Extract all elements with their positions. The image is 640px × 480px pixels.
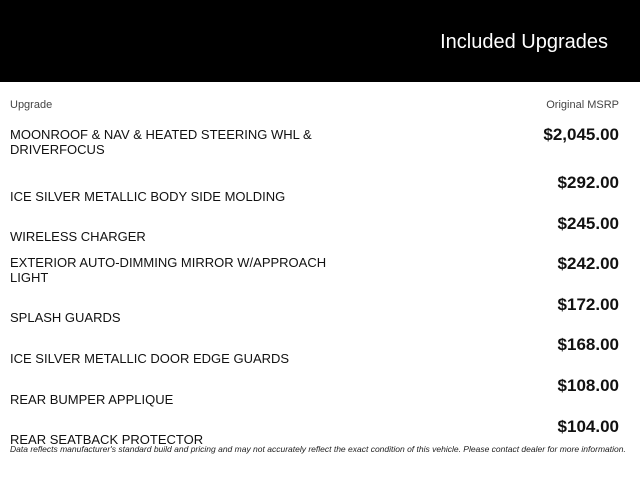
upgrade-price: $2,045.00 xyxy=(543,125,619,144)
upgrade-price: $168.00 xyxy=(557,335,619,355)
upgrade-name: ICE SILVER METALLIC DOOR EDGE GUARDS xyxy=(10,350,290,366)
upgrade-name: WIRELESS CHARGER xyxy=(10,229,146,245)
upgrade-column-header: Upgrade xyxy=(10,99,53,111)
upgrades-list xyxy=(0,119,640,451)
upgrade-name: SPLASH GUARDS xyxy=(10,310,121,326)
list-item xyxy=(0,289,640,330)
upgrade-name: EXTERIOR AUTO-DIMMING MIRROR W/APPROACH LIGHT xyxy=(10,254,327,285)
upgrade-name: ICE SILVER METALLIC BODY SIDE MOLDING xyxy=(10,188,286,204)
disclaimer-text: Data reflects manufacturer's standard build and pricing and may not accurately reflect the exact condition of this vehicle. Please contact dealer for more information. xyxy=(10,444,626,454)
list-item xyxy=(0,119,640,167)
list-item xyxy=(0,370,640,411)
upgrade-name: REAR BUMPER APPLIQUE xyxy=(10,391,174,407)
upgrade-price: $292.00 xyxy=(557,173,619,192)
list-item xyxy=(0,329,640,370)
list-item xyxy=(0,167,640,208)
upgrade-name: MOONROOF & NAV & HEATED STEERING WHL & DRIVERFOCUS xyxy=(10,127,312,157)
upgrade-price: $242.00 xyxy=(557,254,619,274)
upgrade-price: $172.00 xyxy=(557,294,619,314)
list-item xyxy=(0,248,640,289)
upgrade-price: $104.00 xyxy=(557,416,619,436)
upgrade-name: REAR SEATBACK PROTECTOR xyxy=(10,432,204,448)
list-item xyxy=(0,208,640,249)
msrp-column-header: Original MSRP xyxy=(546,99,619,111)
page-title: Included Upgrades xyxy=(440,31,608,53)
header-bar xyxy=(0,0,640,82)
upgrade-price: $245.00 xyxy=(557,213,619,233)
upgrade-price: $108.00 xyxy=(557,375,619,395)
